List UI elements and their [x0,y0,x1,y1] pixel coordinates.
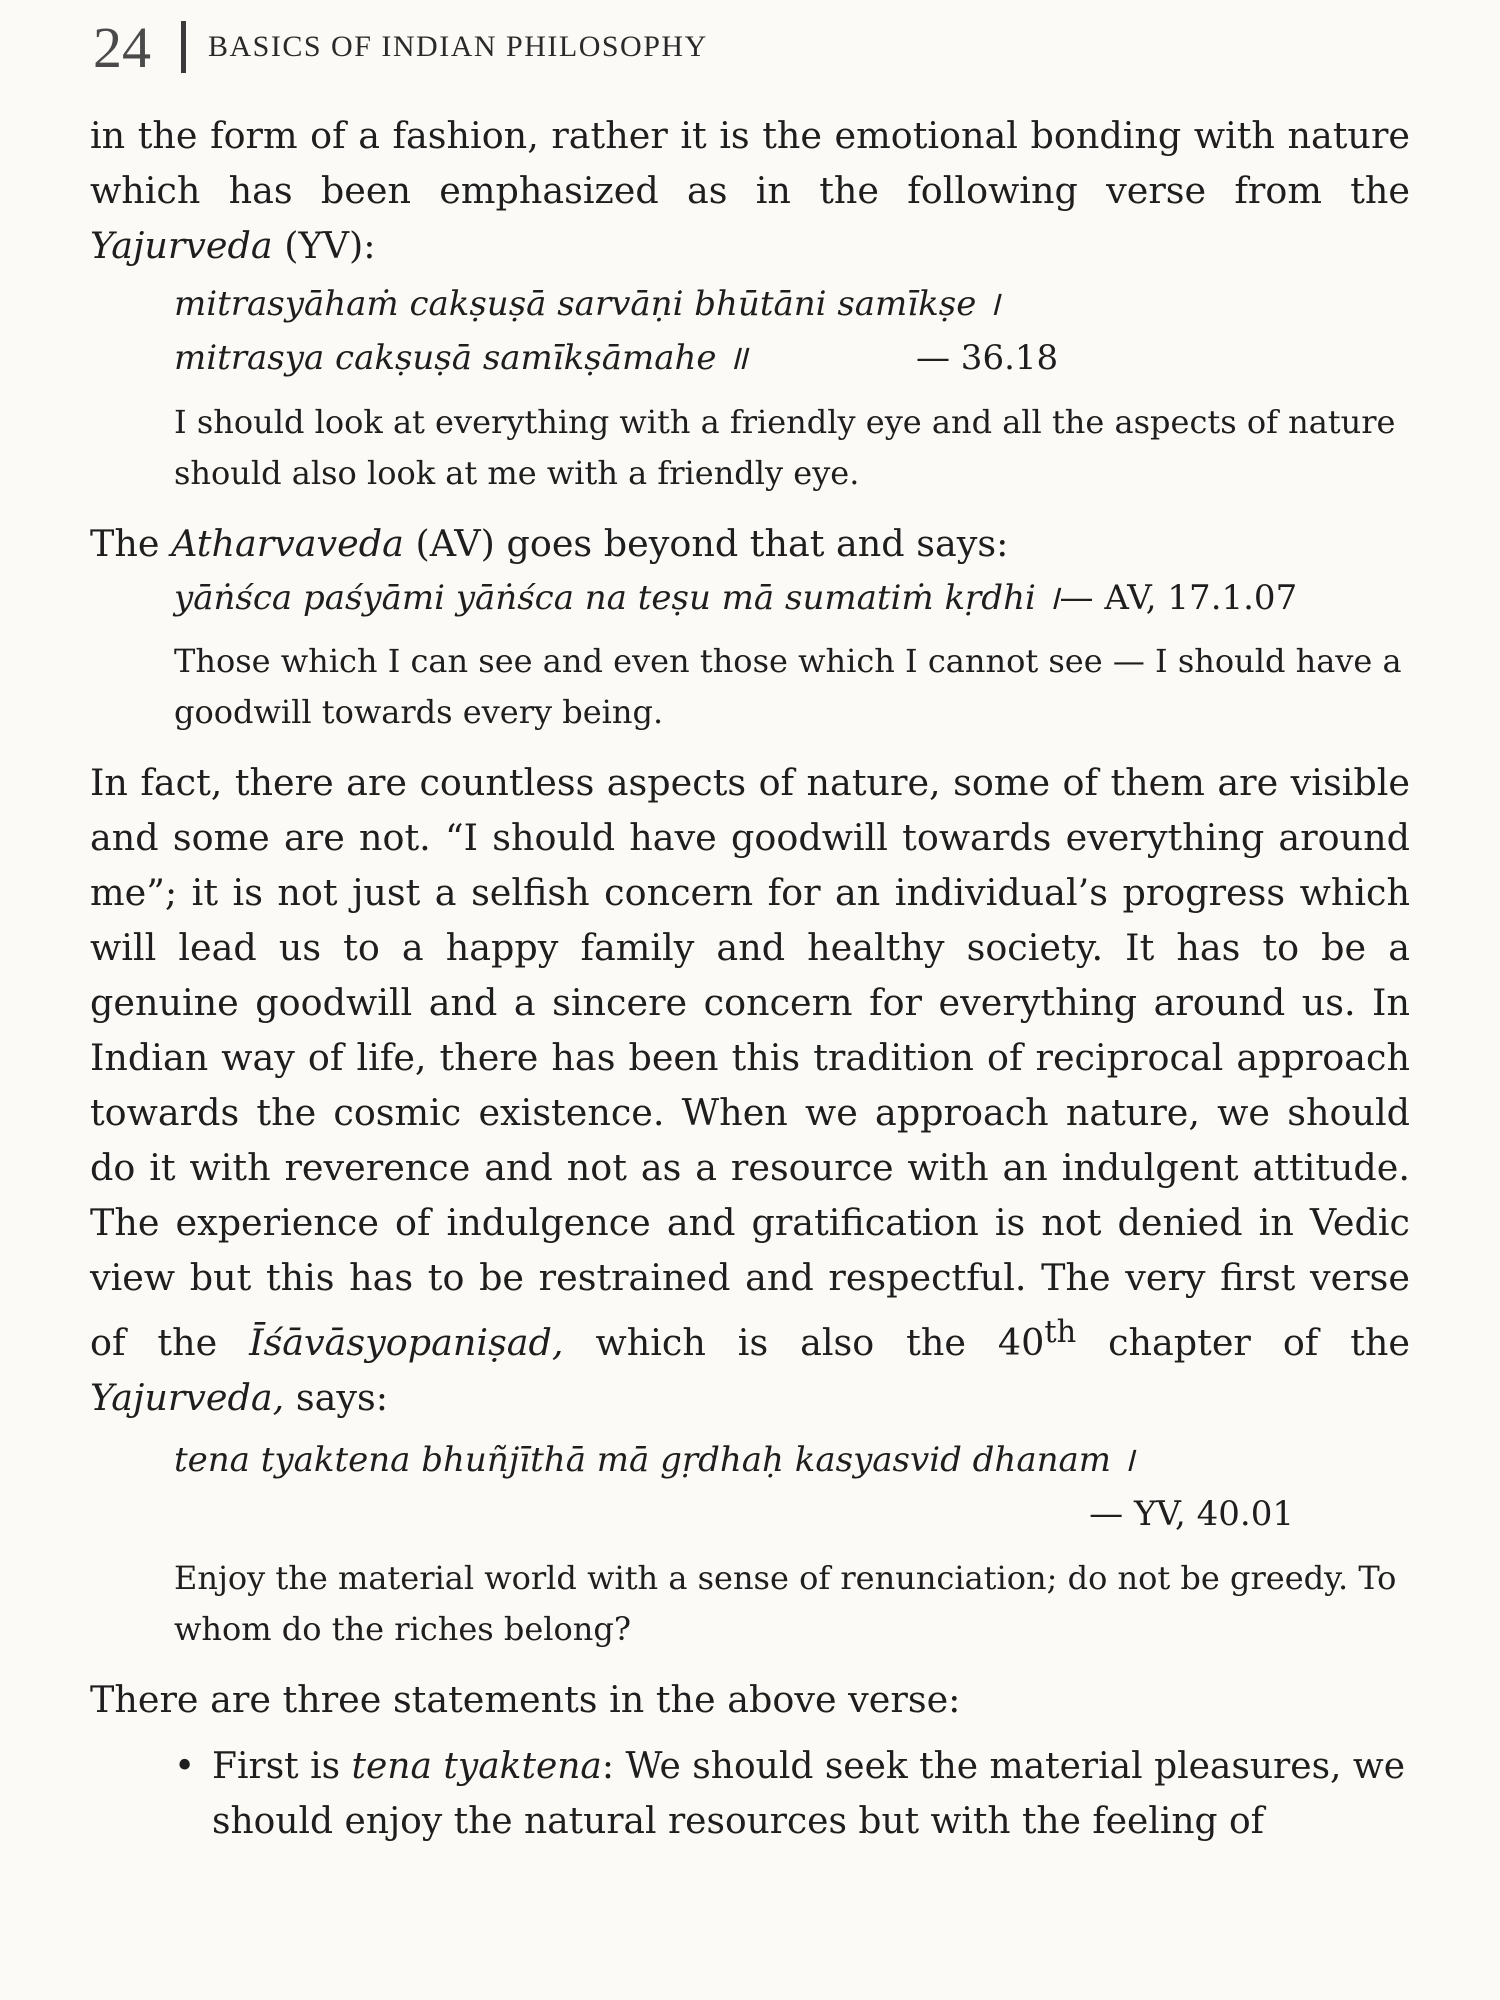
verse-3-reference: — YV, 40.01 [1089,1494,1294,1535]
main-paragraph: In fact, there are countless aspects of nature, some of them are visible and some are not. “I should have goodwill towards everything around me”; it is not just a selfish concern for an individual’s progress which will lead us to a happy family and healthy society. It has to be a genuine goodwill and a sincere concern for everything around us. In Indian way of life, there has been this tradition of reciprocal approach towards the cosmic existence. When we approach nature, we should do it with reverence and not as a resource with an indulgent attitude. The experience of indulgence and gratification is not denied in Vedic view but this has to be restrained and respectful. The very first verse of the Īśāvāsyopaniṣad, which is also the 40th chapter of the Yajurveda, says: [90,761,1411,1420]
page-header [93,12,708,82]
atharvaveda-paragraph: The Atharvaveda (AV) goes beyond that and says: [90,522,1009,565]
verse-1-translation: I should look at everything with a friendly eye and all the aspects of nature should also look at me with a friendly eye. [174,403,1396,492]
verse-2-line: yāṅśca paśyāmi yāṅśca na teṣu mā sumatiṁ kṛdhi ।— AV, 17.1.07 [174,578,1298,618]
verse-3-translation: Enjoy the material world with a sense of renunciation; do not be greedy. To whom do the riches belong? [174,1559,1397,1649]
verse-2-reference: — AV, 17.1.07 [1059,578,1298,618]
statements-list [174,1739,1410,1849]
verse-block-3 [174,1433,1410,1541]
verse-1-line-2: mitrasya cakṣuṣā samīkṣāmahe ॥ — 36.18 [174,331,1410,385]
verse-1-reference: — 36.18 [916,338,1059,378]
verse-3-line: tena tyaktena bhuñjīthā mā gṛdhaḥ kasyasvid dhanam । [174,1440,1135,1481]
statements-intro: There are three statements in the above verse: [90,1678,961,1722]
verse-block-2 [174,571,1410,625]
intro-paragraph: in the form of a fashion, rather it is the emotional bonding with nature which has been emphasized as in the following verse from the Yajurveda (YV): [90,114,1410,267]
page-number: 24 [93,14,151,80]
running-title: BASICS OF INDIAN PHILOSOPHY [208,30,708,63]
isavasyopanisad-term: Īśāvāsyopaniṣad, [249,1321,564,1365]
atharvaveda-term: Atharvaveda [171,522,404,565]
yajurveda-term-2: Yajurveda, [90,1376,285,1420]
yajurveda-term: Yajurveda [90,224,273,267]
page-body [90,108,1410,1849]
verse-1-line-1: mitrasyāhaṁ cakṣuṣā sarvāṇi bhūtāni samīkṣe । [174,284,1001,324]
verse-2-translation: Those which I can see and even those which I cannot see — I should have a goodwill towards every being. [174,642,1402,731]
list-item: • First is tena tyaktena: We should seek the material pleasures, we should enjoy the natural resources but with the feeling of [174,1739,1410,1849]
header-divider [181,21,186,73]
verse-block-1 [174,277,1410,385]
